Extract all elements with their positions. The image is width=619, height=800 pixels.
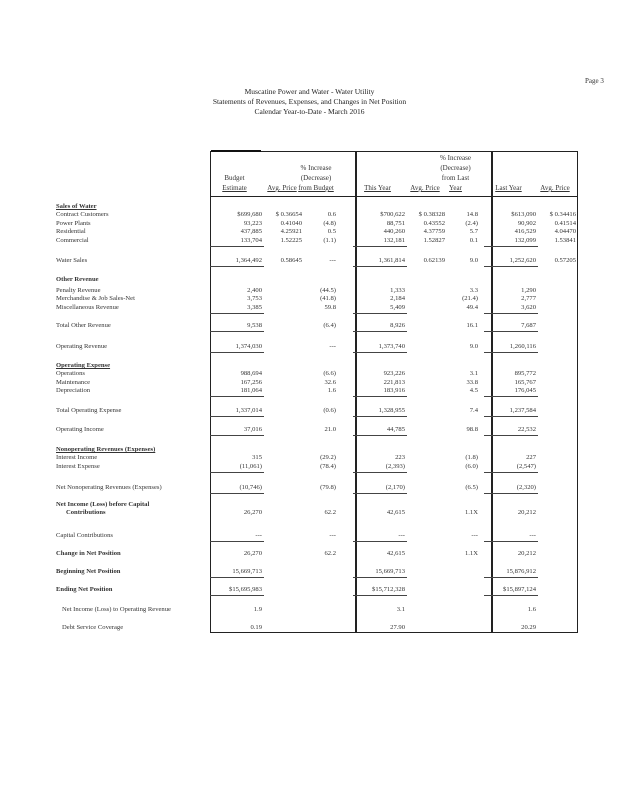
subtotal-rule (353, 493, 407, 494)
cell-value: 437,885 (240, 228, 262, 235)
subtotal-rule (210, 416, 264, 417)
subtotal-rule (353, 313, 407, 314)
column-header: Estimate (222, 184, 247, 192)
cell-value: 9,538 (247, 322, 262, 329)
cell-value: --- (471, 532, 478, 539)
row-label: Net Nonoperating Revenues (Expenses) (56, 484, 162, 491)
cell-value: 3.1 (396, 606, 405, 613)
column-header: Budget (224, 174, 245, 182)
subtotal-rule (210, 313, 264, 314)
cell-value: 7.4 (469, 407, 478, 414)
subtotal-rule (353, 331, 407, 332)
row-label: Merchandise & Job Sales-Net (56, 295, 135, 302)
subtotal-rule (210, 396, 264, 397)
cell-value: 440,260 (383, 228, 405, 235)
cell-value: 988,694 (240, 370, 262, 377)
cell-value: 1,252,620 (509, 257, 536, 264)
cell-value: 5.7 (469, 228, 478, 235)
cell-value: 4.04470 (554, 228, 576, 235)
cell-value: (2,320) (516, 484, 536, 491)
cell-value: (78.4) (320, 463, 336, 470)
cell-value: --- (329, 532, 336, 539)
cell-value: 20,212 (517, 550, 536, 557)
row-label: Net Income (Loss) to Operating Revenue (62, 606, 171, 613)
subtotal-rule (484, 541, 538, 542)
cell-value: 416,529 (514, 228, 536, 235)
subtotal-rule (484, 416, 538, 417)
cell-value: 1,290 (521, 287, 536, 294)
subtotal-rule (484, 266, 538, 267)
header-top-rule (211, 150, 261, 152)
cell-value: 176,045 (514, 387, 536, 394)
cell-value: 1.6 (327, 387, 336, 394)
column-header: from Budget (298, 184, 334, 192)
subtotal-rule (353, 396, 407, 397)
cell-value: 42,615 (386, 550, 405, 557)
cell-value: 0.41514 (554, 220, 576, 227)
cell-value: 2,184 (390, 295, 405, 302)
row-label: Net Income (Loss) before Capital (56, 501, 150, 508)
report-title-period: Calendar Year-to-Date - March 2016 (254, 107, 365, 116)
subtotal-rule (484, 246, 538, 247)
cell-value: 15,876,912 (506, 568, 536, 575)
row-label: Water Sales (56, 257, 88, 264)
cell-value: 1.1X (464, 509, 478, 516)
row-label: Depreciation (56, 387, 91, 394)
cell-value: (6.6) (323, 370, 336, 377)
row-label: Operating Expense (56, 362, 111, 369)
cell-value: $15,897,124 (503, 586, 536, 593)
row-label: Interest Expense (56, 463, 100, 470)
cell-value: (1.8) (465, 454, 478, 461)
cell-value: (41.8) (320, 295, 336, 302)
cell-value: 88,751 (386, 220, 405, 227)
row-label: Residential (56, 228, 86, 235)
row-label: Maintenance (56, 379, 91, 386)
subtotal-rule (210, 577, 264, 578)
cell-value: 1.52827 (423, 237, 445, 244)
cell-value: 5,409 (390, 304, 405, 311)
cell-value: 27.90 (390, 624, 405, 631)
row-label: Interest Income (56, 454, 98, 461)
cell-value: 4.25921 (280, 228, 302, 235)
cell-value: 2,777 (521, 295, 536, 302)
cell-value: (6.4) (323, 322, 336, 329)
cell-value: 93,223 (243, 220, 262, 227)
cell-value: 1.53841 (554, 237, 576, 244)
cell-value: 181,064 (240, 387, 262, 394)
subtotal-rule (353, 352, 407, 353)
subtotal-rule (484, 396, 538, 397)
cell-value: 1.1X (464, 550, 478, 557)
cell-value: $699,680 (237, 211, 262, 218)
cell-value: (44.5) (320, 287, 336, 294)
subtotal-rule (210, 331, 264, 332)
cell-value: 3,385 (247, 304, 262, 311)
cell-value: (2,547) (516, 463, 536, 470)
cell-value: 98.8 (466, 426, 478, 433)
page-number: Page 3 (585, 77, 604, 85)
row-label: Nonoperating Revenues (Expenses) (56, 446, 156, 453)
cell-value: 1,328,955 (378, 407, 405, 414)
cell-value: $15,695,983 (229, 586, 262, 593)
cell-value: 90,902 (517, 220, 536, 227)
cell-value: (11,061) (239, 463, 262, 470)
subtotal-rule (353, 266, 407, 267)
report-title-statement: Statements of Revenues, Expenses, and Changes in Net Position (212, 97, 407, 106)
subtotal-rule (210, 266, 264, 267)
cell-value: (4.8) (323, 220, 336, 227)
cell-value: (1.1) (323, 237, 336, 244)
cell-value: 1.9 (253, 606, 262, 613)
cell-value: $15,712,328 (372, 586, 405, 593)
column-header: Last Year (495, 184, 522, 192)
cell-value: 15,669,713 (375, 568, 405, 575)
cell-value: $ 0.38328 (418, 211, 445, 218)
cell-value: 1,333 (390, 287, 405, 294)
column-header: (Decrease) (300, 174, 332, 182)
header-divider (210, 196, 577, 197)
cell-value: 1,374,030 (235, 343, 262, 350)
cell-value: 14.8 (466, 211, 478, 218)
subtotal-rule (353, 246, 407, 247)
cell-value: 49.4 (466, 304, 478, 311)
row-label: Contract Customers (56, 211, 109, 218)
column-header: from Last (441, 174, 470, 182)
cell-value: 33.8 (466, 379, 478, 386)
cell-value: 133,704 (240, 237, 262, 244)
cell-value: $ 0.34416 (549, 211, 576, 218)
cell-value: 3.1 (469, 370, 478, 377)
row-label: Other Revenue (56, 276, 99, 283)
cell-value: 315 (252, 454, 262, 461)
subtotal-rule (210, 472, 264, 473)
cell-value: 9.0 (469, 257, 478, 264)
column-header: Avg. Price (540, 184, 570, 192)
cell-value: 1,237,584 (509, 407, 536, 414)
column-header: Avg. Price (410, 184, 440, 192)
cell-value: 1,361,814 (378, 257, 405, 264)
cell-value: 1,373,740 (378, 343, 405, 350)
cell-value: (10,746) (239, 484, 262, 491)
row-label: Beginning Net Position (56, 568, 121, 575)
cell-value: 32.6 (324, 379, 336, 386)
report-title-company: Muscatine Power and Water - Water Utility (244, 87, 375, 96)
row-label: Operating Revenue (56, 343, 108, 350)
cell-value: 2,400 (247, 287, 262, 294)
cell-value: 26,270 (243, 509, 262, 516)
cell-value: 0.1 (469, 237, 478, 244)
cell-value: 21.0 (324, 426, 336, 433)
row-label: Power Plants (56, 220, 91, 227)
cell-value: --- (329, 257, 336, 264)
cell-value: (6.5) (465, 484, 478, 491)
subtotal-rule (484, 493, 538, 494)
column-header: Avg. Price (267, 184, 297, 192)
cell-value: 4.5 (469, 387, 478, 394)
row-label: Total Operating Expense (56, 407, 122, 414)
cell-value: 62.2 (324, 550, 336, 557)
cell-value: $ 0.36654 (275, 211, 302, 218)
row-label: Sales of Water (56, 203, 97, 210)
cell-value: 132,181 (383, 237, 405, 244)
subtotal-rule (484, 595, 538, 596)
subtotal-rule (484, 313, 538, 314)
cell-value: (0.6) (323, 407, 336, 414)
column-header: % Increase (440, 154, 471, 162)
cell-value: 221,813 (383, 379, 405, 386)
subtotal-rule (484, 435, 538, 436)
cell-value: 42,615 (386, 509, 405, 516)
cell-value: --- (255, 532, 262, 539)
cell-value: 183,916 (383, 387, 405, 394)
row-label: Miscellaneous Revenue (56, 304, 119, 311)
cell-value: 7,687 (521, 322, 536, 329)
cell-value: 37,016 (243, 426, 262, 433)
cell-value: 0.57205 (554, 257, 576, 264)
cell-value: --- (329, 343, 336, 350)
cell-value: 26,270 (243, 550, 262, 557)
cell-value: 44,785 (386, 426, 405, 433)
cell-value: 1.52225 (280, 237, 302, 244)
cell-value: 0.5 (327, 228, 336, 235)
cell-value: 1.6 (527, 606, 536, 613)
cell-value: 0.41040 (280, 220, 302, 227)
cell-value: 167,256 (240, 379, 262, 386)
cell-value: 9.0 (469, 343, 478, 350)
row-label: Operating Income (56, 426, 104, 433)
cell-value: (29.2) (320, 454, 336, 461)
cell-value: 20.29 (521, 624, 536, 631)
subtotal-rule (353, 541, 407, 542)
cell-value: 20,212 (517, 509, 536, 516)
subtotal-rule (353, 416, 407, 417)
cell-value: $613,090 (511, 211, 536, 218)
subtotal-rule (484, 472, 538, 473)
cell-value: $700,622 (380, 211, 405, 218)
row-label: Total Other Revenue (56, 322, 111, 329)
cell-value: (2,393) (385, 463, 405, 470)
cell-value: 165,767 (514, 379, 536, 386)
cell-value: 1,364,492 (235, 257, 262, 264)
cell-value: 15,669,713 (232, 568, 262, 575)
cell-value: 227 (526, 454, 536, 461)
cell-value: 1,260,116 (509, 343, 536, 350)
cell-value: 3,620 (521, 304, 536, 311)
column-header: (Decrease) (440, 164, 471, 172)
cell-value: 0.6 (327, 211, 336, 218)
subtotal-rule (353, 577, 407, 578)
row-label: Ending Net Position (56, 586, 113, 593)
cell-value: (79.8) (320, 484, 336, 491)
subtotal-rule (210, 595, 264, 596)
cell-value: 16.1 (466, 322, 478, 329)
column-header: Year (449, 184, 462, 192)
subtotal-rule (353, 595, 407, 596)
cell-value: (2,170) (385, 484, 405, 491)
cell-value: 223 (395, 454, 405, 461)
cell-value: (6.0) (465, 463, 478, 470)
subtotal-rule (210, 246, 264, 247)
subtotal-rule (210, 541, 264, 542)
cell-value: 3.3 (469, 287, 478, 294)
subtotal-rule (353, 472, 407, 473)
cell-value: 0.43552 (423, 220, 445, 227)
row-label: Operations (56, 370, 85, 377)
cell-value: 895,772 (514, 370, 536, 377)
cell-value: 923,226 (383, 370, 405, 377)
cell-value: 4.37759 (423, 228, 445, 235)
cell-value: 1,337,014 (235, 407, 262, 414)
cell-value: --- (529, 532, 536, 539)
cell-value: (2.4) (465, 220, 478, 227)
cell-value: 62.2 (324, 509, 336, 516)
cell-value: 0.19 (250, 624, 262, 631)
subtotal-rule (484, 331, 538, 332)
subtotal-rule (210, 435, 264, 436)
row-label-continued: Contributions (66, 509, 106, 516)
cell-value: 3,753 (247, 295, 262, 302)
subtotal-rule (353, 435, 407, 436)
cell-value: 0.62139 (423, 257, 445, 264)
row-label: Penalty Revenue (56, 287, 101, 294)
row-label: Capital Contributions (56, 532, 113, 539)
row-label: Commercial (56, 237, 89, 244)
subtotal-rule (484, 352, 538, 353)
cell-value: 59.8 (324, 304, 336, 311)
cell-value: --- (398, 532, 405, 539)
cell-value: 132,099 (514, 237, 536, 244)
subtotal-rule (210, 352, 264, 353)
column-header: % Increase (300, 164, 332, 172)
row-label: Change in Net Position (56, 550, 121, 557)
subtotal-rule (484, 577, 538, 578)
cell-value: 8,926 (390, 322, 405, 329)
cell-value: 0.58645 (280, 257, 302, 264)
row-label: Debt Service Coverage (62, 624, 124, 631)
subtotal-rule (210, 493, 264, 494)
column-header: This Year (364, 184, 391, 192)
cell-value: 22,532 (517, 426, 536, 433)
cell-value: (21.4) (462, 295, 478, 302)
